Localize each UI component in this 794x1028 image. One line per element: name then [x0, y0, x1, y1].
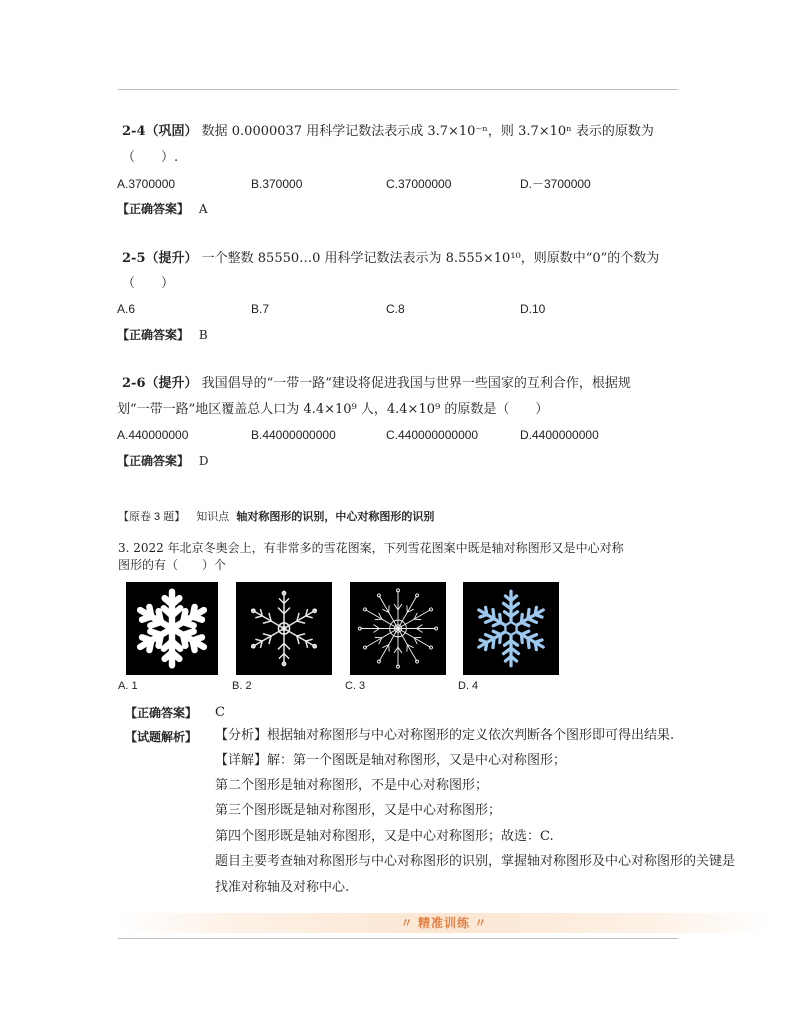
section-banner	[118, 913, 770, 933]
question-2-4-line1	[122, 124, 654, 140]
option-c: C.37000000	[386, 177, 452, 191]
question-3-line2: 图形的有（ ）个	[118, 558, 227, 572]
option-c: C.8	[386, 302, 405, 316]
question-tag: 2-6（提升）	[122, 376, 198, 391]
analysis-line-1: 【分析】根据轴对称图形与中心对称图形的定义依次判断各个图形即可得出结果.	[215, 728, 675, 743]
correct-answer	[117, 454, 208, 468]
analysis-line-6: 题目主要考查轴对称图形与中心对称图形的识别，掌握轴对称图形及中心对称图形的关键是	[215, 854, 736, 869]
question-2-6-line1	[122, 376, 631, 392]
option-b: B.7	[251, 302, 270, 316]
snowflake-image-1	[126, 582, 218, 675]
caption-c: C. 3	[345, 680, 366, 692]
question-2-5-line1	[122, 251, 659, 267]
analysis-label-text: 【试题解析】	[125, 730, 198, 744]
snowflake-image-4	[463, 582, 559, 675]
option-b: B.44000000000	[251, 428, 336, 442]
banner-text: 〃 精准训练 〃	[400, 916, 488, 930]
correct-answer-label: 【正确答案】	[117, 202, 190, 216]
correct-answer-label: 【正确答案】	[125, 706, 198, 720]
bottom-divider	[118, 938, 678, 939]
correct-answer-label: 【正确答案】	[117, 328, 190, 342]
section-header	[118, 510, 434, 524]
question-2-6-line2: 划“一带一路”地区覆盖总人口为 4.4×10⁹ 人，4.4×10⁹ 的原数是（ ）	[117, 402, 549, 417]
correct-answer	[117, 328, 208, 342]
question-3-line1: 3. 2022 年北京冬奥会上，有非常多的雪花图案，下列雪花图案中既是轴对称图形又是中心对称	[118, 541, 624, 555]
analysis-line-4: 第三个图形既是轴对称图形，又是中心对称图形；	[215, 803, 502, 818]
section-topic: 轴对称图形的识别，中心对称图形的识别	[236, 511, 435, 523]
correct-answer-label: 【正确答案】	[117, 454, 190, 468]
question-text: 一个整数 85550…0 用科学记数法表示为 8.555×10¹⁰，则原数中“0”的个数为	[201, 251, 660, 266]
question-tag: 2-5（提升）	[122, 251, 198, 266]
question-2-5-line2: （ ）	[122, 276, 175, 291]
analysis-line-5: 第四个图形既是轴对称图形，又是中心对称图形；故选：C.	[215, 829, 554, 844]
question-2-4-line2: （ ）.	[122, 150, 179, 165]
analysis-line-7: 找准对称轴及对称中心.	[215, 880, 350, 895]
question-text: 我国倡导的“一带一路”建设将促进我国与世界一些国家的互利合作，根据规	[201, 376, 631, 391]
analysis-label	[125, 730, 197, 744]
correct-answer-value: D	[198, 454, 209, 468]
option-a: A.6	[117, 302, 136, 316]
caption-b: B. 2	[232, 680, 252, 692]
analysis-line-3: 第二个图形是轴对称图形，不是中心对称图形；	[215, 778, 489, 793]
option-a: A.3700000	[117, 177, 176, 191]
option-d: D.10	[520, 302, 546, 316]
option-d: D.4400000000	[520, 428, 599, 442]
caption-d: D. 4	[458, 680, 479, 692]
correct-answer	[117, 202, 208, 216]
correct-answer-value: A	[198, 202, 208, 216]
option-d: D.－3700000	[520, 177, 591, 191]
question-tag: 2-4（巩固）	[122, 124, 198, 139]
section-prefix: 【原卷 3 题】	[118, 511, 186, 523]
caption-a: A. 1	[118, 680, 138, 692]
correct-answer	[125, 706, 197, 720]
snowflake-image-2	[236, 582, 332, 675]
snowflake-image-3	[350, 582, 446, 675]
top-divider	[118, 89, 678, 90]
option-c: C.440000000000	[386, 428, 479, 442]
option-a: A.440000000	[117, 428, 189, 442]
section-middle: 知识点	[196, 511, 230, 523]
correct-answer-value: B	[198, 328, 208, 342]
correct-answer-value: C	[215, 705, 225, 720]
option-b: B.370000	[251, 177, 303, 191]
question-text: 数据 0.0000037 用科学记数法表示成 3.7×10⁻ⁿ，则 3.7×10ⁿ 表示的原数为	[201, 124, 654, 139]
analysis-line-2: 【详解】解：第一个图既是轴对称图形，又是中心对称图形；	[215, 753, 567, 768]
